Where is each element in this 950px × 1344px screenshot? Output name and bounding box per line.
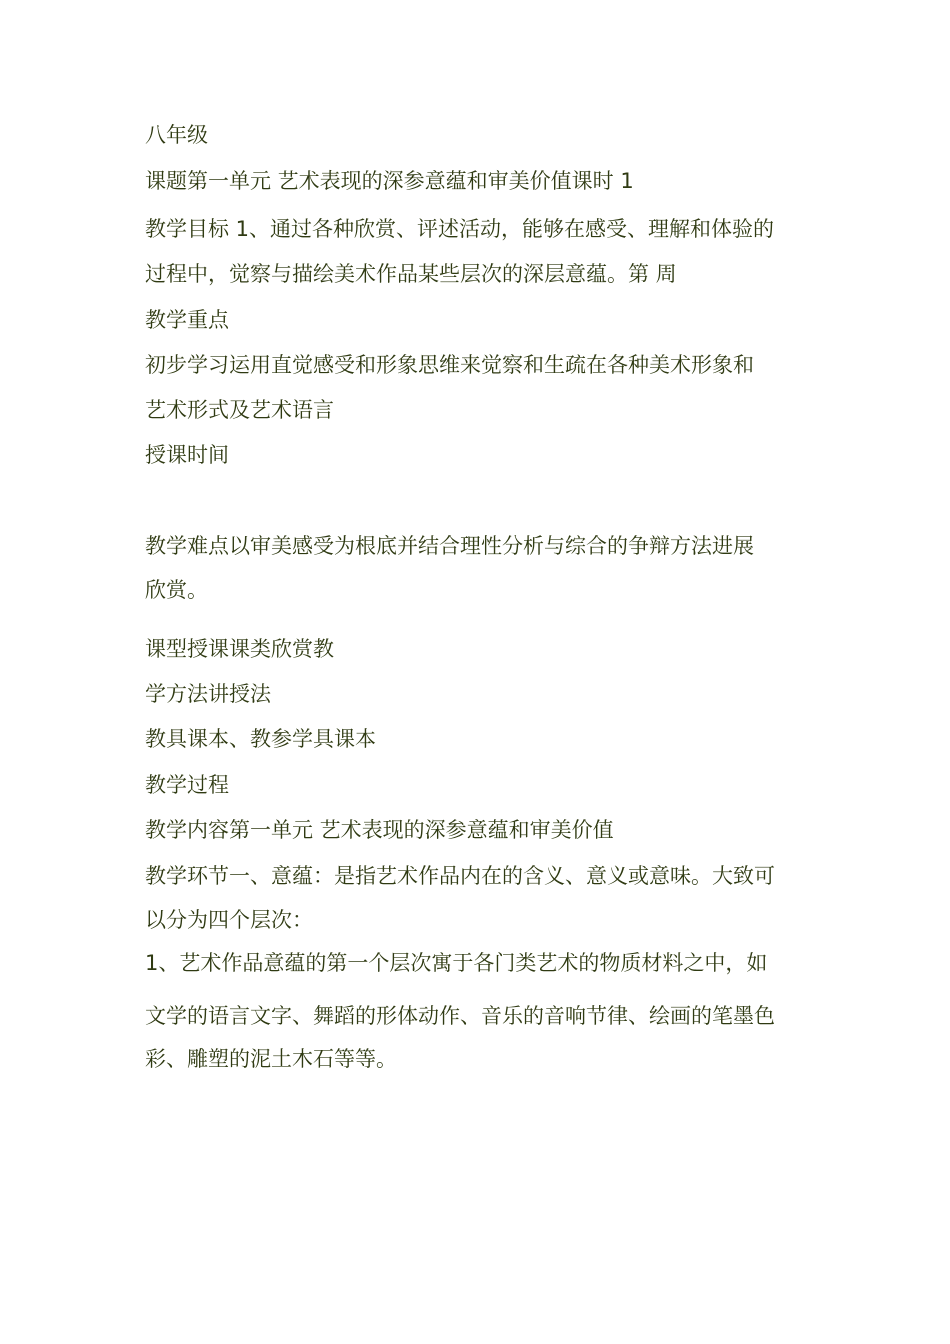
method-line: 学方法讲授法 bbox=[145, 682, 271, 706]
key-points-heading: 教学重点 bbox=[145, 308, 229, 332]
stage-line-2: 以分为四个层次： bbox=[145, 908, 313, 932]
difficulty-line-1: 教学难点以审美感受为根底并结合理性分析与综合的争辩方法进展 bbox=[145, 534, 754, 558]
difficulty-line-2: 欣赏。 bbox=[145, 578, 208, 602]
lesson-type-line: 课型授课课类欣赏教 bbox=[145, 637, 334, 661]
point-one-line-2: 文学的语言文字、舞蹈的形体动作、音乐的音响节律、绘画的笔墨色 bbox=[145, 1004, 775, 1028]
stage-line-1: 教学环节一、意蕴：是指艺术作品内在的含义、意义或意味。大致可 bbox=[145, 864, 775, 888]
grade-label: 八年级 bbox=[145, 123, 208, 147]
point-one-line-3: 彩、雕塑的泥土木石等等。 bbox=[145, 1047, 397, 1071]
teaching-aids-line: 教具课本、教参学具课本 bbox=[145, 727, 376, 751]
content-line: 教学内容第一单元 艺术表现的深参意蕴和审美价值 bbox=[145, 818, 614, 842]
class-time-label: 授课时间 bbox=[145, 443, 229, 467]
key-points-line-1: 初步学习运用直觉感受和形象思维来觉察和生疏在各种美术形象和 bbox=[145, 353, 754, 377]
key-points-line-2: 艺术形式及艺术语言 bbox=[145, 398, 334, 422]
teaching-goal-line-1: 教学目标 1、通过各种欣赏、评述活动，能够在感受、理解和体验的 bbox=[145, 217, 775, 241]
process-heading: 教学过程 bbox=[145, 773, 229, 797]
lesson-title-line: 课题第一单元 艺术表现的深参意蕴和审美价值课时 1 bbox=[145, 169, 634, 193]
point-one-line-1: 1、艺术作品意蕴的第一个层次寓于各门类艺术的物质材料之中，如 bbox=[145, 951, 768, 975]
teaching-goal-line-2: 过程中，觉察与描绘美术作品某些层次的深层意蕴。第 周 bbox=[145, 262, 677, 286]
